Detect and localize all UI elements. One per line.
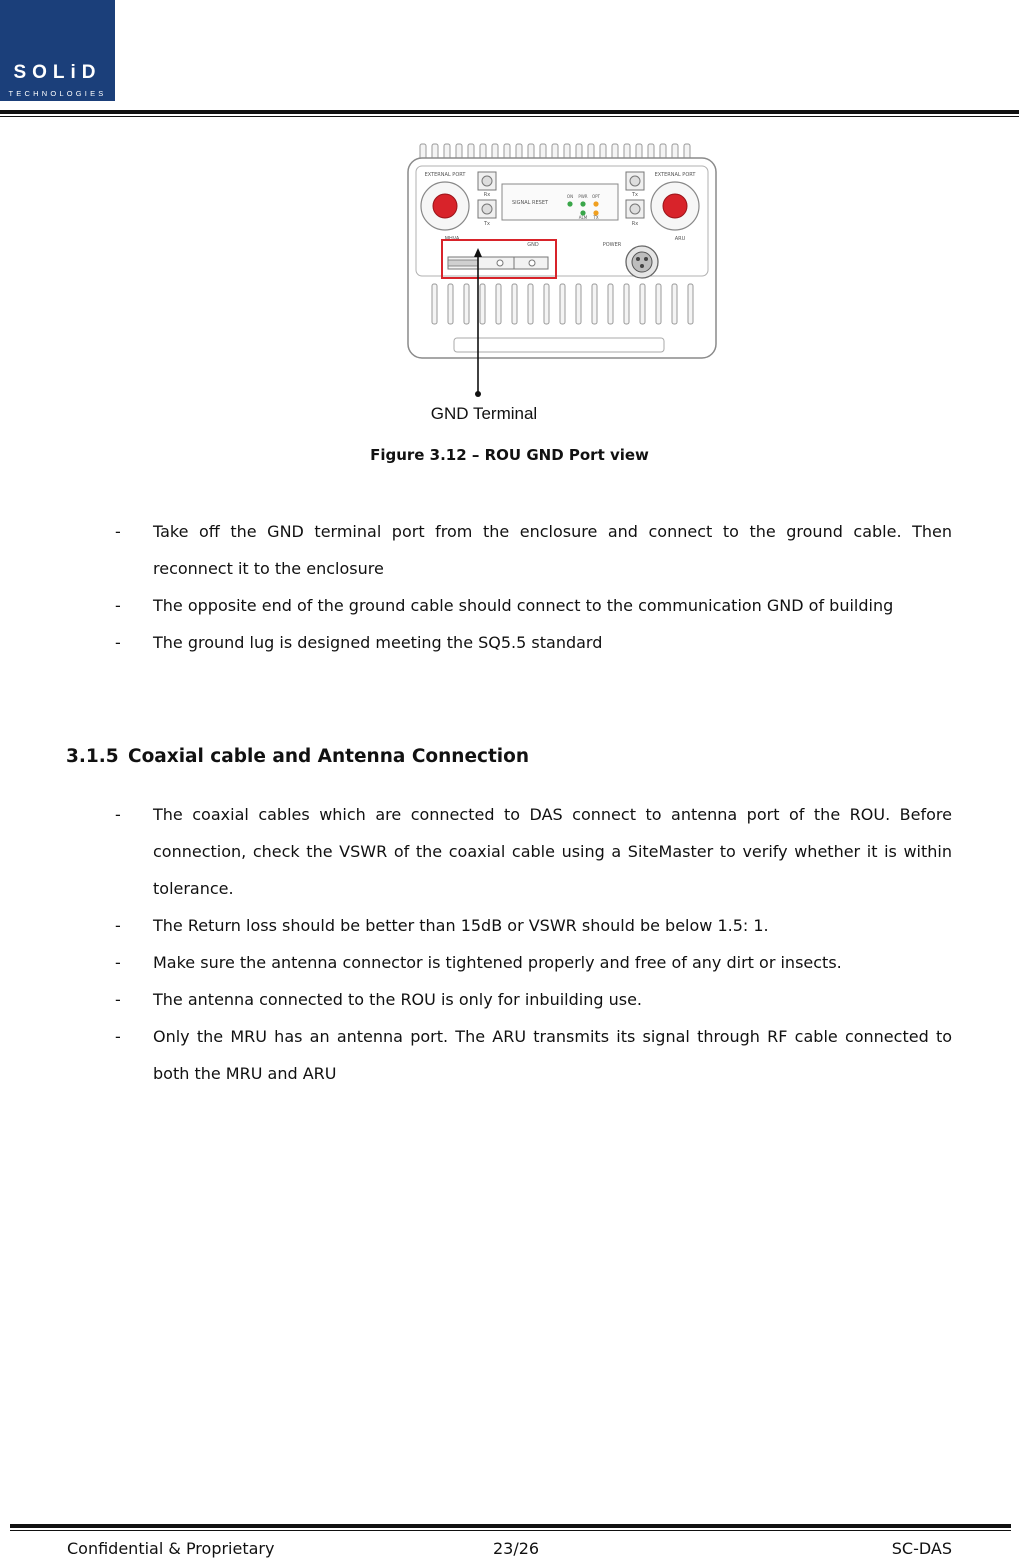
header-rule: [0, 110, 1019, 114]
footer-rule-thin: [10, 1530, 1011, 1531]
rx-right-label: Rx: [631, 221, 639, 227]
gnd-instructions-list: [0, 513, 1019, 661]
list-dash: -: [115, 596, 121, 615]
pwr-led-label: PWR: [578, 194, 588, 199]
list-dash: -: [115, 805, 121, 824]
list-item: [0, 981, 1019, 1018]
list-dash: -: [115, 633, 121, 652]
list-item: [0, 1018, 1019, 1092]
coax-instructions-list: [0, 796, 1019, 1092]
power-label: POWER: [602, 242, 622, 248]
tx-right-label: Tx: [631, 192, 639, 198]
opt-led-label: OPT: [591, 194, 601, 199]
list-dash: -: [115, 522, 121, 541]
rx-left-label: Rx: [483, 192, 491, 198]
header-rule-thin: [0, 116, 1019, 117]
footer-confidential: Confidential & Proprietary: [67, 1539, 275, 1558]
mhva-label: MHVA: [444, 236, 460, 242]
rou-gnd-port-figure: [390, 136, 730, 426]
alm-led-label: ALM: [578, 215, 588, 220]
list-item: [0, 587, 1019, 624]
list-item: [0, 907, 1019, 944]
logo-subtitle: TECHNOLOGIES: [8, 89, 107, 98]
list-item-text: The antenna connected to the ROU is only for inbuilding use.: [153, 990, 642, 1009]
tx-left-label: Tx: [483, 221, 491, 227]
list-item-text: Make sure the antenna connector is tightened properly and free of any dirt or insects.: [153, 953, 842, 972]
gnd-terminal-annotation: GND Terminal: [430, 404, 538, 423]
list-dash: -: [115, 916, 121, 935]
gnd-panel-label: GND: [527, 242, 539, 248]
list-item-text: The coaxial cables which are connected to DAS connect to antenna port of the ROU. Before connection, check the VSWR of the coaxial cable using a SiteMaster to verify whether it is within tolerance.: [153, 805, 952, 898]
aru-label: ARU: [674, 236, 686, 242]
external-port-right-label: EXTERNAL PORT: [654, 172, 696, 178]
footer-product: SC-DAS: [891, 1539, 952, 1558]
logo-wordmark: SOLiD: [13, 62, 102, 83]
footer-rule: [10, 1524, 1011, 1528]
list-item-text: The ground lug is designed meeting the SQ5.5 standard: [153, 633, 603, 652]
tx-led-label: TX: [593, 215, 599, 220]
company-logo: [0, 0, 115, 101]
on-led-label: ON: [566, 194, 574, 199]
list-item: [0, 944, 1019, 981]
list-item: [0, 796, 1019, 907]
figure-caption: Figure 3.12 – ROU GND Port view: [370, 446, 649, 464]
list-item-text: The Return loss should be better than 15dB or VSWR should be below 1.5: 1.: [153, 916, 769, 935]
section-title: Coaxial cable and Antenna Connection: [128, 746, 530, 767]
list-dash: -: [115, 953, 121, 972]
signal-reset-label: SIGNAL RESET: [511, 200, 549, 206]
list-item: [0, 513, 1019, 587]
list-item-text: Take off the GND terminal port from the enclosure and connect to the ground cable. Then reconnect it to the enclosure: [153, 522, 952, 578]
list-item-text: Only the MRU has an antenna port. The ARU transmits its signal through RF cable connected to both the MRU and ARU: [153, 1027, 952, 1083]
list-dash: -: [115, 1027, 121, 1046]
list-item-text: The opposite end of the ground cable should connect to the communication GND of building: [153, 596, 894, 615]
external-port-left-label: EXTERNAL PORT: [424, 172, 466, 178]
section-number: 3.1.5: [66, 746, 119, 767]
section-heading: [66, 746, 529, 767]
list-dash: -: [115, 990, 121, 1009]
list-item: [0, 624, 1019, 661]
rou-drawing: [390, 136, 730, 426]
page-number: 23/26: [493, 1539, 540, 1558]
